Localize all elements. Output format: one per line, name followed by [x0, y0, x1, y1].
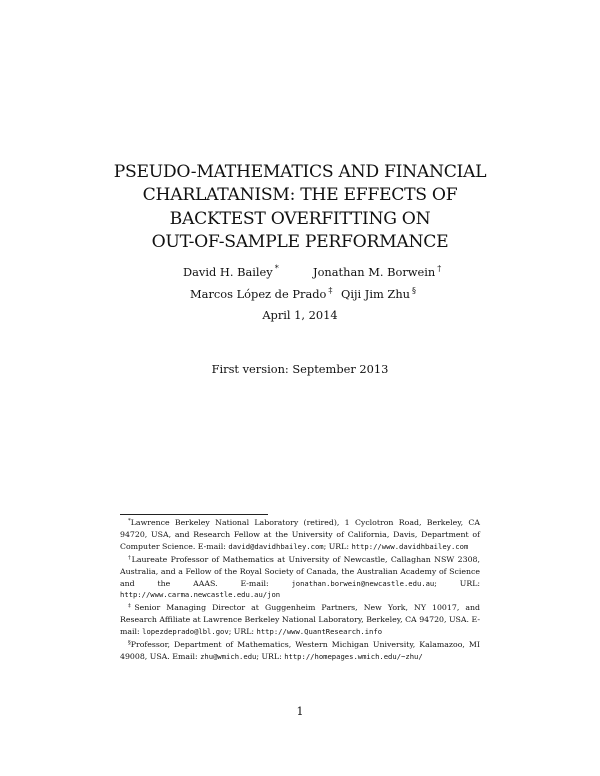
author-footnote-mark: § [412, 286, 416, 295]
author-name: Jonathan M. Borwein [313, 265, 436, 279]
author-name: David H. Bailey [183, 265, 273, 279]
footnote-email[interactable]: lopezdeprado@lbl.gov [142, 627, 229, 637]
author-footnote-mark: ‡ [328, 286, 333, 295]
first-version-note: First version: September 2013 [211, 362, 389, 376]
footnote-url-label: ; URL: [323, 541, 352, 551]
footnote-url-label: ; URL: [228, 627, 257, 637]
paper-title [80, 161, 520, 255]
paper-date: April 1, 2014 [262, 308, 338, 322]
footnote-email[interactable]: david@davidhbailey.com [228, 541, 324, 551]
footnote-mark: † [128, 554, 132, 561]
footnote-url[interactable]: http://www.carma.newcastle.edu.au/jon [120, 590, 281, 600]
footnote-rule [120, 514, 268, 515]
footnote-email[interactable]: jonathan.borwein@newcastle.edu.au [291, 578, 435, 588]
footnote-mark: § [128, 640, 131, 647]
footnote [120, 601, 480, 638]
footnote-mark: * [128, 518, 131, 524]
title-line: PSEUDO-MATHEMATICS AND FINANCIAL [113, 162, 487, 182]
footnote-url[interactable]: http://homepages.wmich.edu/~zhu/ [284, 651, 423, 661]
author-name: Marcos López de Prado [190, 287, 327, 301]
title-line: BACKTEST OVERFITTING ON [169, 208, 431, 229]
author-zhu [341, 286, 416, 301]
author-lopez-de-prado [190, 286, 332, 301]
title-line: OUT-OF-SAMPLE PERFORMANCE [151, 232, 449, 253]
footnote-email[interactable]: zhu@wmich.edu [200, 651, 257, 661]
page-number: 1 [296, 705, 304, 718]
footnote-mark: ‡ [128, 603, 135, 610]
footnote-url-label: ; URL: [434, 578, 481, 588]
author-bailey [183, 264, 279, 279]
footnote-text: Professor, Department of Mathematics, Western Michigan University, Kalamazoo, MI 49008, USA. Email: [120, 640, 480, 661]
footnote [120, 516, 480, 553]
footnote [120, 553, 480, 602]
footnotes [120, 516, 480, 663]
author-borwein [313, 264, 441, 279]
footnote-url-label: ; URL: [256, 651, 285, 661]
title-line: CHARLATANISM: THE EFFECTS OF [142, 185, 458, 206]
footnote-text: Laureate Professor of Mathematics at University of Newcastle, Callaghan NSW 2308, Australia, and a Fellow of the Royal Society of Canada, the Australian Academy of Science and the AAAS. E-mail: [120, 554, 480, 588]
author-name: Qiji Jim Zhu [341, 287, 410, 301]
footnote-url[interactable]: http://www.QuantResearch.info [256, 627, 383, 637]
footnote-text: Lawrence Berkeley National Laboratory (retired), 1 Cyclotron Road, Berkeley, CA 94720, USA, and Research Fellow at the University of California, Davis, Department of Computer Science. E-mail: [120, 518, 480, 551]
footnote [120, 638, 480, 663]
author-footnote-mark: † [437, 264, 442, 273]
footnote-text: Senior Managing Director at Guggenheim Partners, New York, NY 10017, and Research Affiliate at Lawrence Berkeley National Laboratory, Berkeley, CA 94720, USA. E-mail: [120, 603, 480, 637]
footnote-url[interactable]: http://www.davidhbailey.com [351, 541, 469, 551]
author-footnote-mark: * [274, 264, 279, 273]
